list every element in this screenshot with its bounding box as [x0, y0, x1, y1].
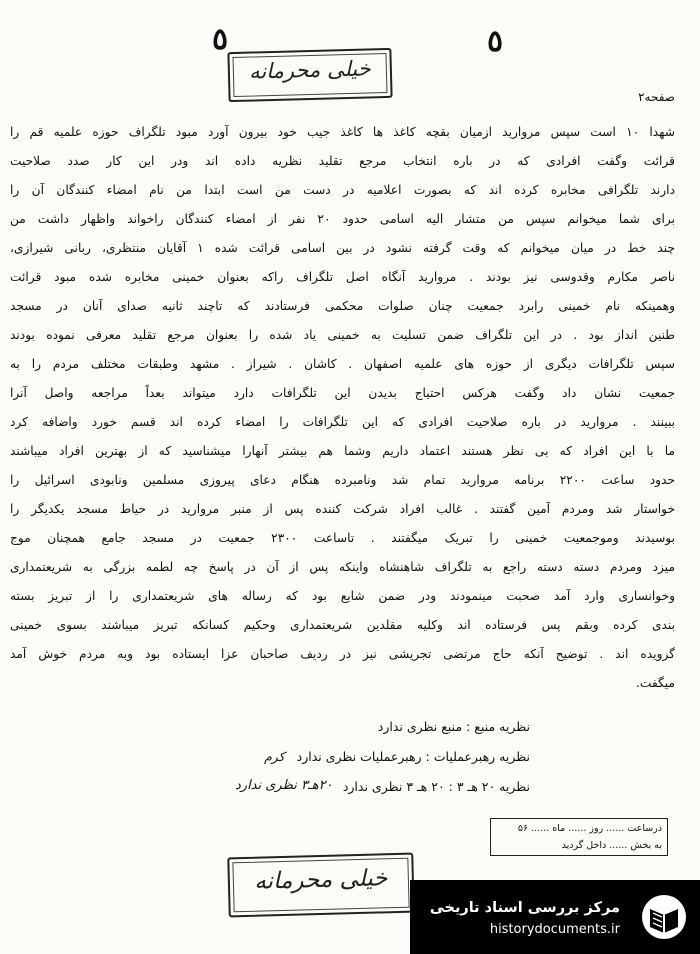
page-number: صفحه۲ [638, 90, 675, 104]
body-line: ناصر مکارم وقدوسی نیز بودند . مروارید آنگاه اصل تلگراف راکه بعنوان خمینی مخابره شده مبود قرائت [10, 270, 675, 284]
body-line: برای شما میخوانم سپس من متشار الیه اسامی حدود ۲۰ نفر از امضاء کنندگان راخواند واظهار داشت من [10, 212, 675, 226]
registration-line-2: به بخش ...... داخل گردید [561, 840, 662, 851]
classification-stamp-bottom [227, 853, 415, 918]
book-logo-icon [640, 893, 688, 941]
handwritten-signature: کرم [264, 749, 285, 764]
body-line: وخوانساری وارد آمد صحبت مینمودند ودر ضمن شایع بود که رساله های شریعتمداری را از تبریز بسته [10, 589, 675, 603]
body-line: میگفت. [636, 676, 675, 690]
body-line: چند خط در میان میخوانم که وقت گرفته نشود در بین اسامی قرائت شده ۱ آقایان منتظری، ربانی شیرازی، [10, 241, 675, 255]
body-line: بوسیدند وموجمعیت خمینی را تبریک میگفتند . تاساعت ۲۳۰۰ جمعیت در مسجد جامع همچنان موج [10, 531, 675, 545]
body-line: بندی کرده وبقم پس فرستاده اند وکلیه مقلدین شریعتمداری وحکیم کسانکه تبریز میباشند بسوی خمینی [10, 618, 675, 632]
corner-mark-right: ٥ [487, 24, 504, 59]
body-line: حدود ساعت ۲۲۰۰ برنامه مروارید تمام شد ونامبرده هنگام دعای پیروزی مسلمین ونابودی اسرائیل را [10, 473, 675, 487]
body-line: طنین انداز بود . در این تلگراف ضمن تسلیت به خمینی یاد شده را بعنوان مرجع تقلید معرفی نموده بودند [10, 328, 675, 342]
body-line: ببینند . مروارید در باره صلاحیت افرادی که این تلگرافات را امضاء کرده اند قسم خورد واضافه کرد [10, 415, 675, 429]
body-line: جمعیت نشان داد وگفت هرکس احتیاج بدیدن این تلگرافات دارد میتواند بعداً مراجعه واصل آنرا [10, 386, 675, 400]
body-line: میزد ومردم دسته دسته راجع به تلگراف شاهنشاه واینکه پس از آن در پاسخ چه لطمه بزرگی به شریعتمداری [10, 560, 675, 574]
body-line: سپس تلگرافات دیگری از حوزه های علمیه اصفهان . کاشان . شیراز . مشهد وطبقات مختلف مردم را به [10, 357, 675, 371]
handwritten-note: ۲۰هـ۳ نظری ندارد [235, 778, 333, 793]
note-source: نظریه منبع : منبع نظری ندارد [377, 719, 530, 734]
classification-stamp-text: خیلی محرمانه [248, 56, 371, 84]
archive-url: historydocuments.ir [489, 922, 620, 937]
body-line: گرویده اند . توضیح آنکه حاج مرتضی تجریشی نیز در ردیف صاحبان عزا ایستاده بود وبه مردم خوش آمد [10, 647, 675, 661]
classification-stamp-text: خیلی محرمانه [253, 865, 388, 895]
note-operations-leader [80, 742, 530, 772]
body-line: شهدا ۱۰ است سپس مروارید ازمیان بقچه کاغذ ها کاغذ جیب خود بیرون آورد مبود تلگراف حوزه علمیه قم را [10, 125, 675, 139]
note-section-text: نظریه ۲۰ هـ ۳ : ۲۰ هـ ۳ نظری ندارد [342, 779, 530, 794]
registration-box [490, 818, 668, 856]
classification-stamp-top [227, 48, 392, 102]
note-operations-leader-text: نظریه رهبرعملیات : رهبرعملیات نظری ندارد [296, 749, 530, 764]
body-line: قرائت وگفت افرادی که در باره انتخاب مرجع تقلید نظریه داده اند ودر این کار صدد صلاحیت [10, 154, 675, 168]
archive-watermark [410, 880, 700, 954]
body-line: خواستار شد ومردم آمین گفتند . غالب افراد شرکت کننده پس از منبر مروارید در حیاط مسجد یکدیگر را [10, 502, 675, 516]
report-body [10, 118, 675, 698]
body-line: ما با این افراد که بی نظر هستند اعتماد داریم وشما هم بیشتر آنهارا میشناسید که از بهترین افراد میباشند [10, 444, 675, 458]
corner-mark-left: ٥ [212, 22, 229, 57]
body-line: وهمینکه نام خمینی رابرد جمعیت چنان صلوات محکمی فرستادند که تاچند ثانیه صدای آنان در مسجد [10, 299, 675, 313]
body-line: دارند تلگرافی مخابره کرده اند که بصورت اعلامیه در دست من است ابتدا من نام امضاء کنندگان آن را [10, 183, 675, 197]
archive-name: مرکز بررسی اسناد تاریخی [429, 900, 620, 916]
registration-line-1: درساعت ...... روز ...... ماه ...... ۵۶ [517, 823, 662, 834]
